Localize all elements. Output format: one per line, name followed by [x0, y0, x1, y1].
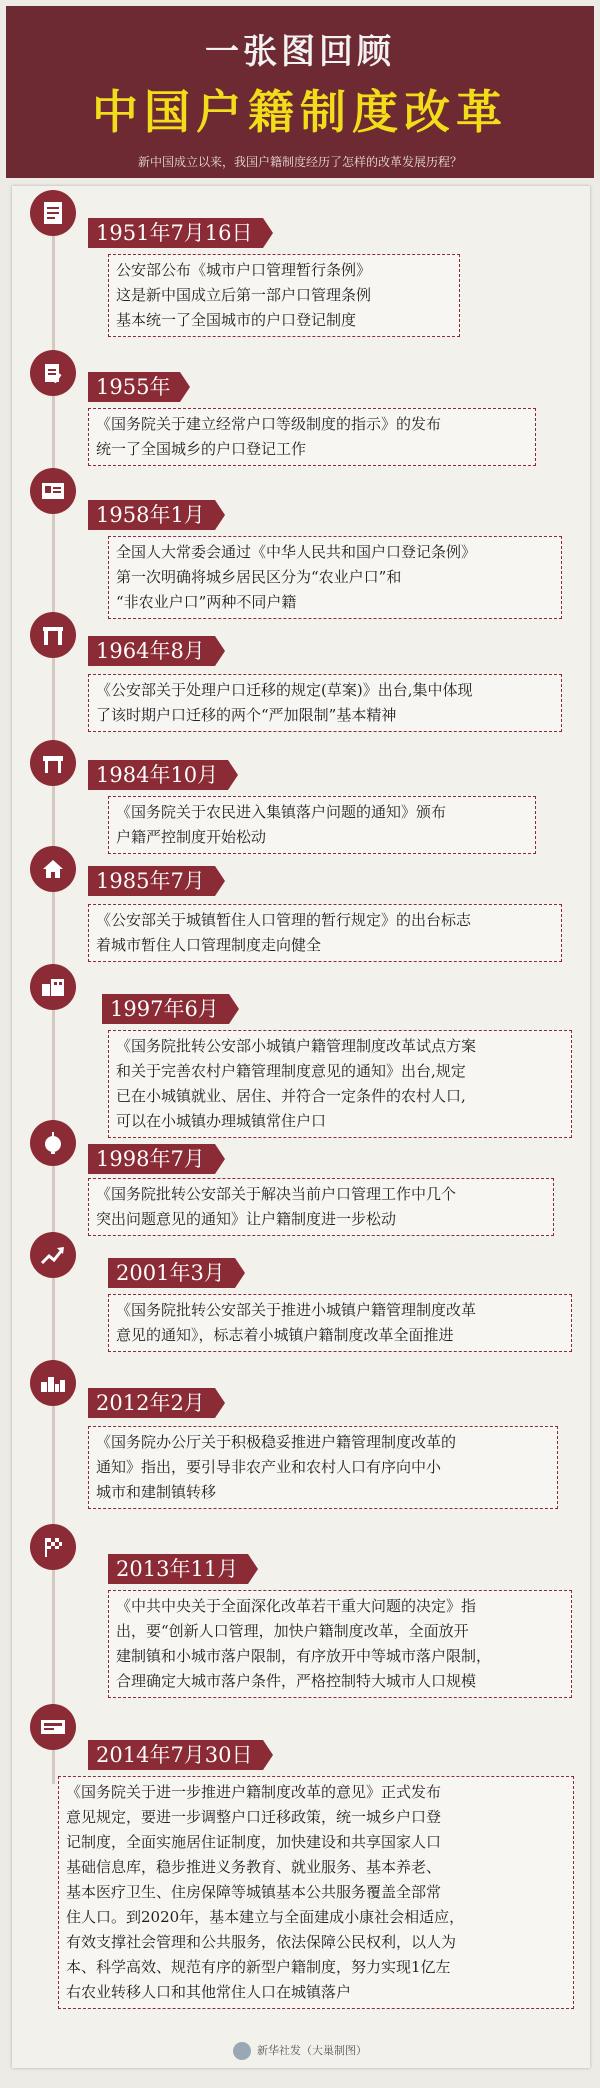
event-text-1964: 《公安部关于处理户口迁移的规定(草案)》出台,集中体现 了该时期户口迁移的两个“严加限制”基本精神: [88, 674, 562, 732]
header-banner: [6, 6, 594, 178]
event-date-1964: 1964年8月: [88, 636, 215, 666]
event-date-1998: 1998年7月: [88, 1144, 215, 1174]
event-date-2001: 2001年3月: [108, 1258, 235, 1288]
event-date-1985: 1985年7月: [88, 866, 215, 896]
footer-credit-text: 新华社发（大巢制图）: [257, 2044, 367, 2057]
footer-credit: [0, 2042, 600, 2060]
event-text-1984: 《国务院关于农民进入集镇落户问题的通知》颁布 户籍严控制度开始松动: [108, 796, 536, 854]
subtitle: 新中国成立以来，我国户籍制度经历了怎样的改革发展历程？: [137, 155, 462, 169]
growth-arrow-icon: [30, 1232, 76, 1278]
event-text-1955: 《国务院关于建立经常户口等级制度的指示》的发布 统一了全国城乡的户口登记工作: [88, 408, 536, 466]
checkered-flag-icon: [30, 1524, 76, 1570]
event-date-1958: 1958年1月: [88, 500, 215, 530]
gate-icon: [30, 612, 76, 658]
road-sign-icon: [30, 740, 76, 786]
city-skyline-icon: [30, 1360, 76, 1406]
xinhua-logo-icon: [233, 2042, 251, 2060]
event-text-2001: 《国务院批转公安部关于推进小城镇户籍管理制度改革 意见的通知》，标志着小城镇户籍制度改革全面推进: [108, 1294, 572, 1352]
title-top: 一张图回顾: [205, 32, 395, 72]
town-icon: [30, 964, 76, 1010]
lantern-icon: [30, 1120, 76, 1166]
event-text-1951: 公安部公布《城市户口管理暂行条例》 这是新中国成立后第一部户口管理条例 基本统一了全国城市的户口登记制度: [108, 254, 460, 337]
event-date-2012: 2012年2月: [88, 1388, 215, 1418]
event-date-2014: 2014年7月30日: [88, 1740, 263, 1770]
event-text-2013: 《中共中央关于全面深化改革若干重大问题的决定》指 出，要“创新人口管理，加快户籍制度改革，全面放开 建制镇和小城市落户限制，有序放开中等城市落户限制， 合理确定大城市落户条件，严格控制特大城市人口规模: [108, 1590, 572, 1698]
page-title: 中国户籍制度改革: [92, 85, 508, 139]
event-text-1958: 全国人大常委会通过《中华人民共和国户口登记条例》 第一次明确将城乡居民区分为“农业户口”和 “非农业户口”两种不同户籍: [108, 536, 562, 619]
event-date-1951: 1951年7月16日: [88, 218, 263, 248]
event-text-1997: 《国务院批转公安部小城镇户籍管理制度改革试点方案 和关于完善农村户籍管理制度意见的通知》出台,规定 已在小城镇就业、居住、并符合一定条件的农村人口, 可以在小城镇办理城镇常住户口: [108, 1030, 572, 1138]
house-icon: [30, 846, 76, 892]
event-date-2013: 2013年11月: [108, 1554, 248, 1584]
event-text-1985: 《公安部关于城镇暂住人口管理的暂行规定》的出台标志 着城市暂住人口管理制度走向健全: [88, 904, 562, 962]
event-date-1955: 1955年: [88, 372, 180, 402]
event-date-1984: 1984年10月: [88, 760, 228, 790]
event-text-2014: 《国务院关于进一步推进户籍制度改革的意见》正式发布 意见规定，要进一步调整户口迁移政策，统一城乡户口登 记制度，全面实施居住证制度，加快建设和共享国家人口 基础信息库，稳步推进义务教育、就业服务、基本养老、 基本医疗卫生、住房保障等城镇基本公共服务覆盖全部常 住人口。到2020年，基本建立与全面建成小康社会相适应， 有效支撑社会管理和公共服务，依法保障公民权利，以人为 本、科学高效、规范有序的新型户籍制度，努力实现1亿左 右农业转移人口和其他常住人口在城镇落户: [58, 1776, 574, 2009]
household-register-icon: [30, 1704, 76, 1750]
event-text-1998: 《国务院批转公安部关于解决当前户口管理工作中几个 突出问题意见的通知》让户籍制度进一步松动: [88, 1178, 554, 1236]
document-icon: [30, 190, 76, 236]
event-date-1997: 1997年6月: [102, 994, 229, 1024]
id-card-icon: [30, 468, 76, 514]
edit-document-icon: [30, 350, 76, 396]
event-text-2012: 《国务院办公厅关于积极稳妥推进户籍管理制度改革的 通知》指出，要引导非农产业和农村人口有序向中小 城市和建制镇转移: [88, 1426, 558, 1509]
